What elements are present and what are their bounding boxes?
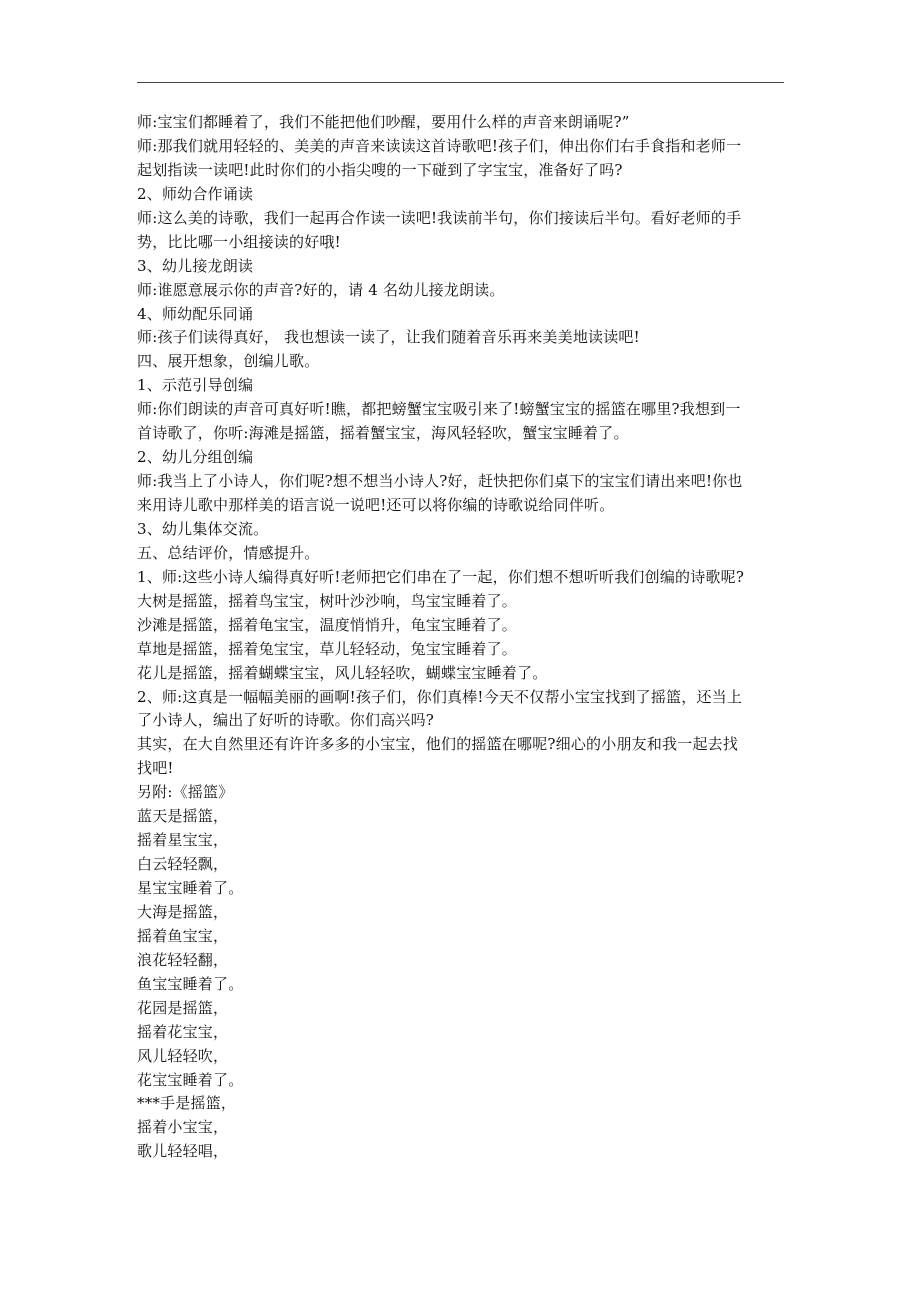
text-line: 师:宝宝们都睡着了，我们不能把他们吵醒，要用什么样的声音来朗诵呢?” [137, 113, 630, 131]
text-line: 找吧! [137, 759, 174, 778]
text-line: 首诗歌了，你听:海滩是摇篮，摇着蟹宝宝，海风轻轻吹，蟹宝宝睡着了。 [137, 424, 629, 443]
text-line: 师:我当上了小诗人，你们呢?想不想当小诗人?好，赶快把你们桌下的宝宝们请出来吧!你也 [137, 472, 743, 491]
text-line: ***手是摇篮， [137, 1094, 237, 1113]
text-line: 3、幼儿集体交流。 [137, 519, 269, 538]
text-line: 1、师:这些小诗人编得真好听!老师把它们串在了一起，你们想不想听听我们创编的诗歌呢? [137, 567, 745, 586]
text-line: 了小诗人，编出了好听的诗歌。你们高兴吗? [137, 711, 435, 730]
document-body [137, 111, 787, 1164]
text-line: 白云轻轻飘， [137, 855, 229, 874]
text-line: 五、总结评价，情感提升。 [137, 543, 320, 562]
text-line: 摇着鱼宝宝， [137, 926, 229, 945]
text-line: 师:孩子们读得真好， 我也想读一读了，让我们随着音乐再来美美地读读吧! [137, 328, 640, 347]
text-line: 1、示范引导创编 [137, 376, 254, 395]
text-line: 势，比比哪一小组接读的好哦! [137, 232, 341, 251]
text-line: 摇着星宝宝， [137, 831, 229, 850]
text-line: 2、幼儿分组创编 [137, 448, 254, 467]
text-line: 鱼宝宝睡着了。 [137, 974, 244, 993]
text-line: 起划指读一读吧!此时你们的小指尖嗖的一下碰到了字宝宝，准备好了吗? [137, 160, 623, 179]
text-line: 蓝天是摇篮， [137, 807, 229, 826]
text-line: 大海是摇篮， [137, 902, 229, 921]
text-line: 2、师幼合作诵读 [137, 184, 254, 203]
text-line: 师:你们朗读的声音可真好听!瞧，都把螃蟹宝宝吸引来了!螃蟹宝宝的摇篮在哪里?我想到一 [137, 400, 741, 419]
text-line: 师:这么美的诗歌，我们一起再合作读一读吧!我读前半句，你们接读后半句。看好老师的手 [137, 208, 742, 227]
text-line: 师:谁愿意展示你的声音?好的，请 4 名幼儿接龙朗读。 [137, 280, 505, 299]
text-line: 来用诗儿歌中那样美的语言说一说吧!还可以将你编的诗歌说给同伴听。 [137, 496, 615, 514]
text-line: 花宝宝睡着了。 [137, 1070, 244, 1089]
text-line: 歌儿轻轻唱， [137, 1142, 229, 1161]
text-line: 3、幼儿接龙朗读 [137, 256, 254, 275]
text-line: 其实，在大自然里还有许许多多的小宝宝，他们的摇篮在哪呢?细心的小朋友和我一起去找 [137, 735, 739, 754]
text-line: 师:那我们就用轻轻的、美美的声音来读读这首诗歌吧!孩子们，伸出你们右手食指和老师一 [137, 136, 742, 155]
text-line: 花儿是摇篮，摇着蝴蝶宝宝，风儿轻轻吹，蝴蝶宝宝睡着了。 [137, 663, 548, 682]
text-line: 2、师:这真是一幅幅美丽的画啊!孩子们，你们真棒!今天不仅帮小宝宝找到了摇篮，还当上 [137, 687, 743, 706]
text-line: 摇着花宝宝， [137, 1022, 229, 1041]
text-line: 四、展开想象，创编儿歌。 [137, 352, 320, 371]
text-line: 摇着小宝宝， [137, 1118, 229, 1137]
text-line: 草地是摇篮，摇着兔宝宝，草儿轻轻动，兔宝宝睡着了。 [137, 639, 518, 658]
text-line: 风儿轻轻吹， [137, 1046, 229, 1065]
text-line: 花园是摇篮， [137, 998, 229, 1017]
text-line: 大树是摇篮，摇着鸟宝宝，树叶沙沙响，鸟宝宝睡着了。 [137, 591, 518, 610]
text-line: 浪花轻轻翻， [137, 950, 229, 969]
text-line: 4、师幼配乐同诵 [137, 304, 254, 323]
text-line: 沙滩是摇篮，摇着龟宝宝，温度悄悄升，龟宝宝睡着了。 [137, 615, 518, 634]
text-line: 星宝宝睡着了。 [137, 879, 244, 897]
header-rule [137, 82, 784, 83]
text-line: 另附:《摇篮》 [137, 783, 234, 802]
